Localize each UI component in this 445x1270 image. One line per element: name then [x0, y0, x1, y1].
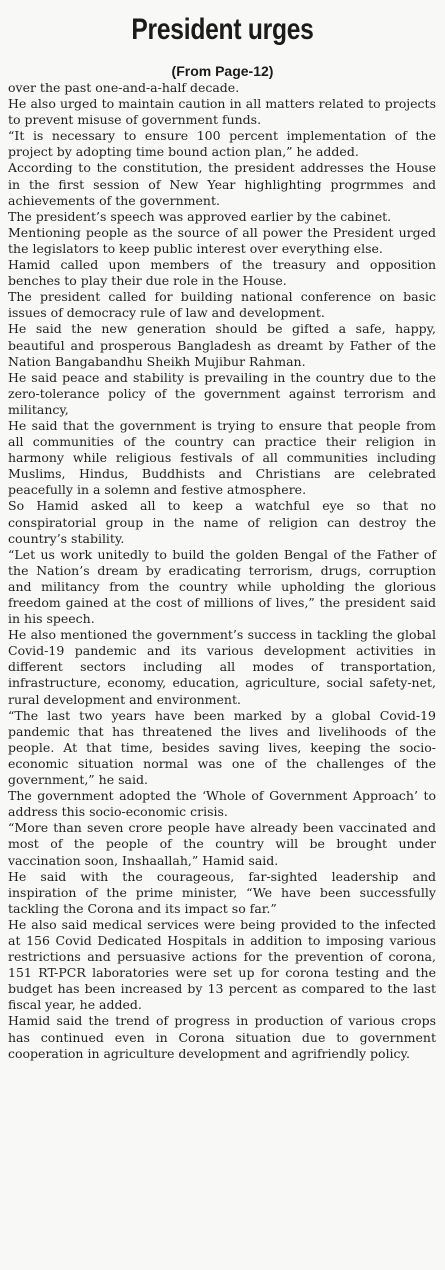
paragraph: He also urged to maintain caution in all matters related to projects to prevent misuse of government funds.	[8, 96, 436, 128]
headline: President urges	[131, 13, 314, 46]
paragraph: The government adopted the ‘Whole of Government Approach’ to address this socio-economic crisis.	[8, 788, 436, 820]
continuation-label: (From Page-12)	[171, 63, 274, 79]
paragraph: Mentioning people as the source of all power the President urged the legislators to keep public interest over everything else.	[8, 224, 436, 256]
paragraph: He also said medical services were being provided to the infected at 156 Covid Dedicated Hospitals in addition to imposing various restrictions and persuasive actions for the prevention of corona, 151 RT-PCR laboratories were set up for corona testing and the budget has been increased by 13 percent as compared to the last fiscal year, he added.	[8, 916, 436, 1013]
paragraph: So Hamid asked all to keep a watchful eye so that no conspiratorial group in the name of religion can destroy the country’s stability.	[8, 498, 436, 546]
paragraph: The president’s speech was approved earlier by the cabinet.	[8, 208, 392, 224]
paragraph: over the past one-and-a-half decade.	[8, 80, 240, 95]
paragraph: According to the constitution, the president addresses the House in the first session of New Year highlighting progrmmes and achievements of the government.	[8, 160, 436, 208]
paragraph: He said peace and stability is prevailing in the country due to the zero-tolerance policy of the government against terrorism and militancy,	[8, 369, 436, 417]
paragraph: “More than seven crore people have already been vaccinated and most of the people of the country will be brought under vaccination soon, Inshaallah,” Hamid said.	[8, 820, 436, 868]
paragraph: He said the new generation should be gifted a safe, happy, beautiful and prosperous Bangladesh as dreamt by Father of the Nation Bangabandhu Sheikh Mujibur Rahman.	[8, 321, 436, 369]
article-body	[8, 80, 436, 1062]
paragraph: “The last two years have been marked by a global Covid-19 pandemic that has threatened the lives and livelihoods of the people. At that time, besides saving lives, keeping the socio-economic situation normal was one of the challenges of the government,” he said.	[8, 707, 436, 788]
paragraph: Hamid said the trend of progress in production of various crops has continued even in Corona situation due to government cooperation in agriculture development and agrifriendly policy.	[8, 1013, 436, 1061]
paragraph: “Let us work unitedly to build the golden Bengal of the Father of the Nation’s dream by eradicating terrorism, drugs, corruption and militancy from the country while upholding the glorious freedom gained at the cost of millions of lives,” the president said in his speech.	[8, 546, 436, 627]
paragraph: He also mentioned the government’s success in tackling the global Covid-19 pandemic and its various development activities in different sectors including all modes of transportation, infrastructure, economy, education, agriculture, social safety-net, rural development and environment.	[8, 627, 436, 707]
paragraph: The president called for building national conference on basic issues of democracy rule of law and development.	[8, 289, 436, 321]
paragraph: He said that the government is trying to ensure that people from all communities of the country can practice their religion in harmony while religious festivals of all communities including Muslims, Hindus, Buddhists and Christians are celebrated peacefully in a solemn and festive atmosphere.	[8, 417, 436, 498]
paragraph: Hamid called upon members of the treasury and opposition benches to play their due role in the House.	[8, 257, 436, 289]
paragraph: “It is necessary to ensure 100 percent implementation of the project by adopting time bound action plan,” he added.	[8, 128, 436, 160]
paragraph: He said with the courageous, far-sighted leadership and inspiration of the prime minister, “We have been successfully tackling the Corona and its impact so far.”	[8, 868, 436, 916]
